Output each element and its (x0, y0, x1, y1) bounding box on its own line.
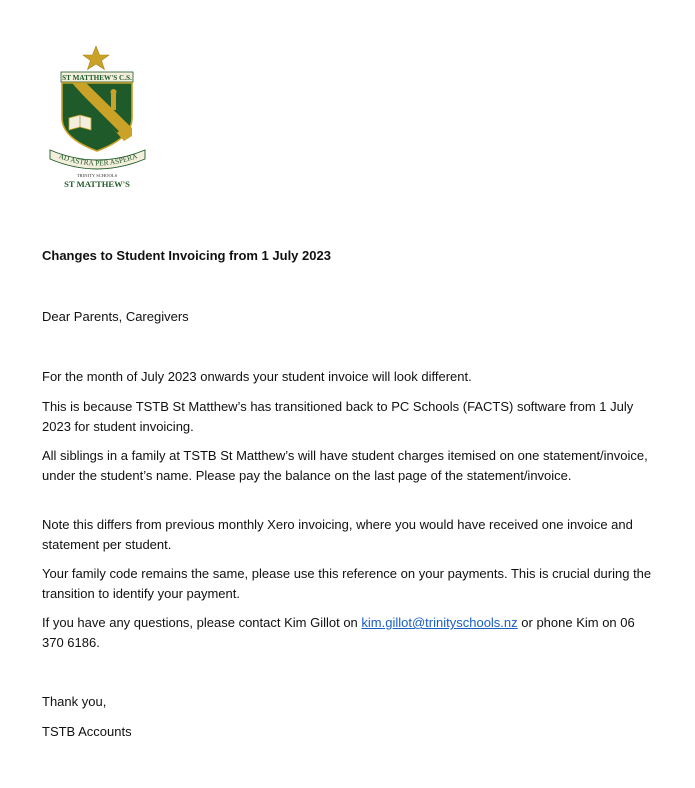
crest-banner-text: ST MATTHEW'S C.S. (62, 74, 132, 82)
email-link[interactable]: kim.gillot@trinityschools.nz (361, 615, 518, 630)
salutation: Dear Parents, Caregivers (42, 309, 189, 324)
signature: TSTB Accounts (42, 724, 132, 739)
crest-school-name: ST MATTHEW'S (64, 179, 130, 189)
school-crest-logo (48, 46, 148, 191)
paragraph-6 (42, 613, 657, 652)
paragraph-3: All siblings in a family at TSTB St Matthew’s will have student charges itemised on one statement/invoice, under the student’s name. Please pay the balance on the last page of the statement/invoice. (42, 448, 648, 483)
paragraph-6-text-end: or phone Kim on 06 370 6186. (42, 615, 635, 650)
crest-trinity-text: TRINITY SCHOOLS (76, 173, 118, 178)
paragraph-5: Your family code remains the same, please use this reference on your payments. This is crucial during the transition to identify your payment. (42, 566, 652, 601)
paragraph-1: For the month of July 2023 onwards your student invoice will look different. (42, 369, 472, 384)
closing: Thank you, (42, 694, 107, 709)
paragraph-4: Note this differs from previous monthly Xero invoicing, where you would have received one invoice and statement per student. (42, 517, 633, 552)
school-crest-icon (48, 46, 148, 191)
paragraph-2: This is because TSTB St Matthew’s has transitioned back to PC Schools (FACTS) software from 1 July 2023 for student invoicing. (42, 399, 634, 434)
crest-star-icon (83, 46, 109, 70)
letter-title: Changes to Student Invoicing from 1 July 2023 (42, 248, 331, 263)
paragraph-6-text-start: If you have any questions, please contact Kim Gillot on (42, 615, 362, 630)
crest-motto: AD ASTRA PER ASPERA (57, 151, 139, 168)
